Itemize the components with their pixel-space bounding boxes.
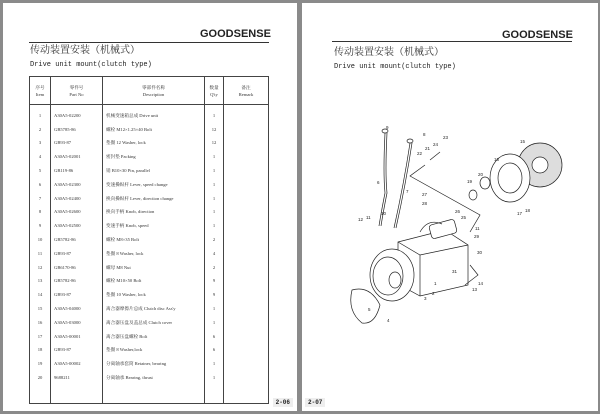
callout-label: 22 [417,151,423,156]
item-cell: 12 [30,261,51,275]
part-number-cell: A30A5-04000 [51,302,103,316]
item-cell: 13 [30,275,51,289]
part-number-cell: A30A5-02400 [51,192,103,206]
part-number-cell: GB5782-86 [51,275,103,289]
item-cell: 20 [30,371,51,404]
gasket [351,289,380,323]
callout-label: 12 [358,217,364,222]
item-cell: 8 [30,206,51,220]
item-cell: 14 [30,288,51,302]
part-number-cell: A30A5-03000 [51,316,103,330]
header-zh: 零部件名称 [142,84,165,90]
item-cell: 15 [30,302,51,316]
header-en: Item [35,91,45,97]
quantity-cell: 1 [205,371,224,404]
callout-label: 11 [366,215,371,220]
callout-label: 31 [452,269,458,274]
callout-label: 26 [455,209,461,214]
item-cell: 19 [30,357,51,371]
header-zh: 备注 [241,84,251,90]
callout-label: 5 [368,307,371,312]
part-number-cell: A30A5-02300 [51,178,103,192]
description-cell: 离合器摩擦片总成 Clutch disc Ass'y [103,302,205,316]
description-cell: 垫圈 12 Washer, lock [103,137,205,151]
callout-label: 16 [494,157,500,162]
callout-label: 19 [467,179,473,184]
item-cell: 1 [30,105,51,123]
description-cell: 垫圈 8 Washer,lock [103,344,205,358]
section-title-en: Drive unit mount(clutch type) [30,61,152,69]
quantity-cell: 1 [205,316,224,330]
part-number-cell: GB6170-86 [51,261,103,275]
description-cell: 离合器压盘螺栓 Bolt [103,330,205,344]
part-number-cell: A30A5-00001 [51,330,103,344]
callout-label: 29 [474,234,480,239]
callout-label: 10 [381,211,387,216]
callout-label: 24 [433,142,439,147]
part-number-cell: A30A5-02500 [51,219,103,233]
callout-label: 23 [443,135,449,140]
description-cell: 换向操纵杆 Lever, direction change [103,192,205,206]
item-cell: 18 [30,344,51,358]
item-cell: 6 [30,178,51,192]
header-zh: 序号 [35,84,45,90]
callout-label: 3 [424,296,427,301]
description-cell: 密封垫 Packing [103,150,205,164]
part-number-cell: GB93-87 [51,344,103,358]
callout-label: 18 [525,208,531,213]
header-en: Q'ty [210,91,218,97]
description-cell: 螺栓 M8×35 Bolt [103,233,205,247]
item-cell: 3 [30,137,51,151]
quantity-cell: 9 [205,288,224,302]
header-en: Description [142,91,165,97]
callout-label: 11 [475,226,480,231]
description-cell: 螺母 M8 Nut [103,261,205,275]
callout-label: 4 [387,318,390,323]
item-cell: 2 [30,123,51,137]
callout-label: 25 [461,215,467,220]
description-cell: 换向手柄 Knob, direction [103,206,205,220]
quantity-cell: 1 [205,105,224,123]
description-cell: 销 B10×30 Pin, parallel [103,164,205,178]
callout-label: 28 [422,201,428,206]
quantity-cell: 1 [205,178,224,192]
description-cell: 机械变速箱总成 Drive unit [103,105,205,123]
callout-label: 1 [434,281,437,286]
part-number-cell: A30A5-02001 [51,150,103,164]
callout-label: 20 [478,172,484,177]
item-cell: 7 [30,192,51,206]
header-zh: 零件号 [69,84,84,90]
item-cell: 9 [30,219,51,233]
description-cell: 分离轴承套筒 Retainer, bearing [103,357,205,371]
quantity-cell: 1 [205,150,224,164]
quantity-cell: 1 [205,206,224,220]
description-cell: 离合器压盘及盖总成 Clutch cover [103,316,205,330]
page-number: 2-07 [305,398,325,407]
callout-label: 13 [472,287,478,292]
quantity-cell: 9 [205,275,224,289]
item-cell: 5 [30,164,51,178]
quantity-cell: 1 [205,357,224,371]
callout-label: 21 [425,146,431,151]
description-cell: 螺栓 M12×1.25×40 Bolt [103,123,205,137]
quantity-cell: 1 [205,219,224,233]
header-en: Part No [69,91,84,97]
part-number-cell: A30A5-02600 [51,206,103,220]
description-cell: 变速操纵杆 Lever, speed change [103,178,205,192]
part-number-cell: GB93-87 [51,137,103,151]
quantity-cell: 12 [205,123,224,137]
item-cell: 4 [30,150,51,164]
part-number-cell: 9688211 [51,371,103,404]
callout-label: 6 [377,180,380,185]
item-cell: 11 [30,247,51,261]
description-cell: 分离轴承 Bearing, thrust [103,371,205,404]
description-cell: 垫圈 10 Washer, lock [103,288,205,302]
callout-label: 27 [422,192,428,197]
quantity-cell: 1 [205,192,224,206]
section-title-en: Drive unit mount(clutch type) [334,63,456,71]
quantity-cell: 4 [205,247,224,261]
part-number-cell: GB5785-86 [51,123,103,137]
item-cell: 10 [30,233,51,247]
part-number-cell: GB93-87 [51,247,103,261]
header-zh: 数量 [209,84,219,90]
quantity-cell: 6 [205,344,224,358]
quantity-cell: 2 [205,261,224,275]
callout-label: 17 [517,211,523,216]
callout-label: 8 [423,132,426,137]
quantity-cell: 2 [205,233,224,247]
description-cell: 垫圈 8 Washer, lock [103,247,205,261]
part-number-cell: A30A5-00002 [51,357,103,371]
callout-label: 9 [386,125,389,130]
callout-label: 2 [432,291,435,296]
part-number-cell: GB119-86 [51,164,103,178]
callout-label: 15 [520,139,526,144]
description-cell: 变速手柄 Knob, speed [103,219,205,233]
brand-logo: GOODSENSE [502,29,573,41]
callout-label: 14 [478,281,484,286]
callout-label: 30 [477,250,483,255]
page-number: 2-06 [273,398,293,407]
item-cell: 16 [30,316,51,330]
item-cell: 17 [30,330,51,344]
bell-housing [370,249,414,301]
quantity-cell: 1 [205,164,224,178]
quantity-cell: 6 [205,330,224,344]
quantity-cell: 1 [205,302,224,316]
description-cell: 螺栓 M10×50 Bolt [103,275,205,289]
part-number-cell: A30A5-02200 [51,105,103,123]
section-title-zh: 传动装置安装（机械式） [334,47,444,58]
part-number-cell: GB5782-86 [51,233,103,247]
part-number-cell: GB93-87 [51,288,103,302]
brand-logo: GOODSENSE [200,28,271,40]
callout-label: 7 [406,189,409,194]
quantity-cell: 12 [205,137,224,151]
release-bearing [469,177,490,200]
section-title-zh: 传动装置安装（机械式） [30,45,140,56]
header-en: Remark [238,91,254,97]
